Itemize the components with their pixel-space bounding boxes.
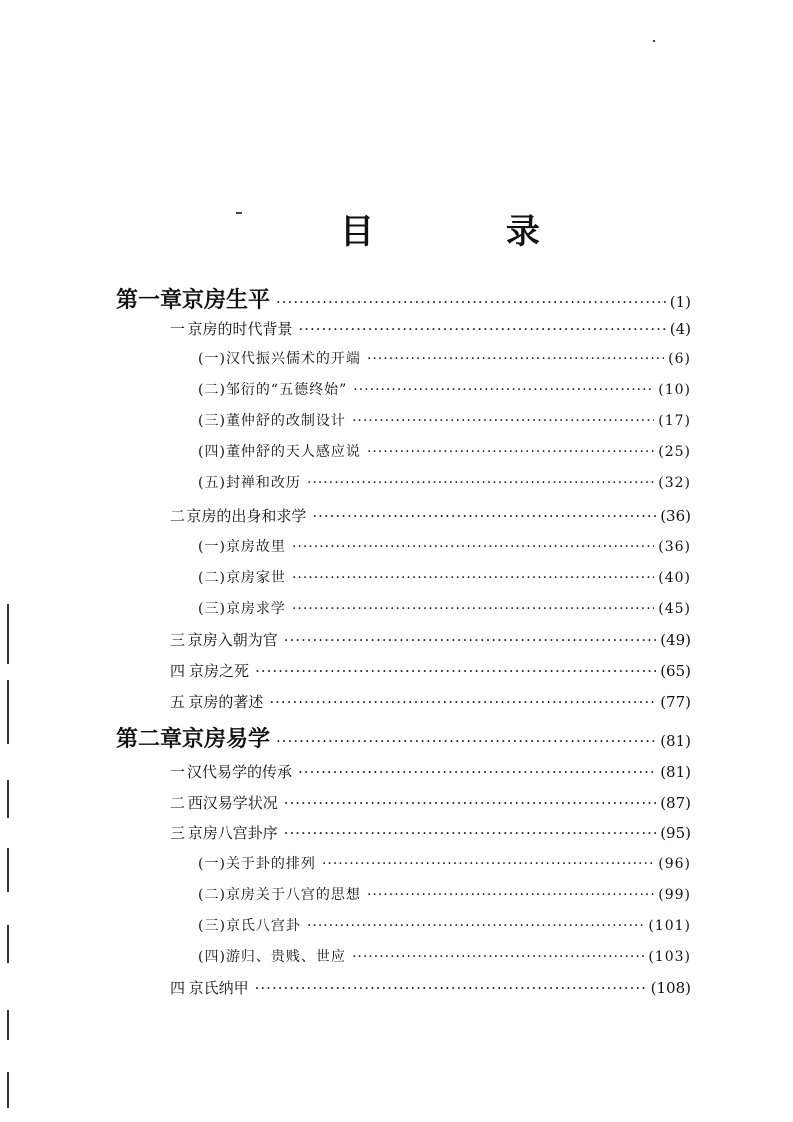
toc-section[interactable]: [170, 505, 691, 529]
section-number: 四: [170, 662, 186, 680]
margin-bar: [7, 604, 9, 664]
page-number: (77): [660, 693, 691, 711]
dot-leader: [284, 824, 657, 842]
scan-speck: [653, 40, 655, 42]
toc-section[interactable]: [170, 792, 691, 816]
subsection-title: 汉代振兴儒术的开端: [225, 351, 361, 367]
dot-leader: [298, 763, 656, 781]
toc-subsection[interactable]: [198, 884, 691, 908]
toc-subsection[interactable]: [198, 536, 691, 560]
page-number: (65): [660, 662, 691, 680]
dot-leader: [292, 539, 654, 555]
subsection-title: 封禅和改历: [225, 475, 301, 491]
page-number: (25): [658, 444, 691, 460]
toc-section[interactable]: [170, 691, 691, 715]
subsection-number: (一): [198, 856, 226, 872]
subsection-title: 京氏八宫卦: [225, 918, 301, 934]
page-number: (49): [660, 631, 691, 649]
toc-subsection[interactable]: [198, 598, 691, 622]
toc-subsection[interactable]: [198, 915, 691, 939]
subsection-title: 京房关于八宫的思想: [225, 887, 361, 903]
dot-leader: [276, 293, 666, 311]
subsection-number: (三): [198, 413, 226, 429]
chapter-title: 京房生平: [182, 287, 271, 313]
subsection-number: (四): [198, 949, 226, 965]
subsection-number: (二): [198, 570, 226, 586]
page-number: (96): [658, 856, 691, 872]
subsection-title: 董仲舒的天人感应说: [225, 444, 361, 460]
subsection-number: (三): [198, 918, 226, 934]
section-number: 二: [170, 794, 186, 812]
section-number: 三: [170, 824, 186, 842]
dot-leader: [298, 320, 665, 338]
page-number: (17): [658, 413, 691, 429]
subsection-title: 关于卦的排列: [225, 856, 316, 872]
chapter-number: 第一章: [116, 287, 183, 313]
page-number: (6): [668, 351, 691, 367]
dot-leader: [353, 382, 654, 398]
margin-bar: [7, 1072, 9, 1108]
toc-subsection[interactable]: [198, 567, 691, 591]
subsection-number: (五): [198, 475, 226, 491]
page-title: 目 录: [340, 212, 600, 252]
toc-section[interactable]: [170, 660, 691, 684]
toc-section[interactable]: [170, 822, 691, 846]
subsection-number: (四): [198, 444, 226, 460]
dot-leader: [367, 351, 664, 367]
page-number: (40): [658, 570, 691, 586]
page-number: (4): [669, 320, 691, 338]
toc-subsection[interactable]: [198, 472, 691, 496]
page-number: (81): [660, 732, 691, 750]
toc-subsection[interactable]: [198, 946, 691, 970]
page-number: (99): [658, 887, 691, 903]
page-number: (32): [658, 475, 691, 491]
page-number: (36): [658, 539, 691, 555]
section-title: 京房入朝为官: [187, 631, 278, 649]
page-number: (36): [660, 507, 691, 525]
margin-bar: [7, 848, 9, 892]
page-number: (45): [658, 601, 691, 617]
dot-leader: [312, 507, 656, 525]
section-number: 四: [170, 979, 186, 997]
section-title: 西汉易学状况: [187, 794, 278, 812]
section-title: 京房的出身和求学: [186, 507, 307, 525]
subsection-number: (一): [198, 351, 226, 367]
margin-bar: [7, 680, 9, 744]
toc-subsection[interactable]: [198, 379, 691, 403]
subsection-number: (三): [198, 601, 226, 617]
subsection-title: 京房家世: [225, 570, 286, 586]
dot-leader: [284, 631, 657, 649]
subsection-title: 邹衍的“五德终始”: [225, 382, 348, 398]
page-number: (103): [648, 949, 691, 965]
dot-leader: [292, 570, 654, 586]
page-number: (108): [650, 979, 691, 997]
section-number: 三: [170, 631, 186, 649]
toc-section[interactable]: [170, 977, 691, 1001]
page-number: (81): [660, 763, 691, 781]
dot-leader: [307, 918, 644, 934]
page-number: (95): [660, 824, 691, 842]
subsection-title: 董仲舒的改制设计: [225, 413, 346, 429]
section-title: 京房之死: [189, 662, 250, 680]
chapter-number: 第二章: [116, 726, 183, 752]
section-title: 汉代易学的传承: [187, 763, 293, 781]
page-number: (87): [660, 794, 691, 812]
section-title: 京房的著述: [188, 693, 264, 711]
toc-chapter-1[interactable]: [116, 283, 691, 313]
section-title: 京房八宫卦序: [187, 824, 278, 842]
section-title: 京氏纳甲: [188, 979, 249, 997]
toc-subsection[interactable]: [198, 441, 691, 465]
dot-leader: [284, 794, 657, 812]
section-number: 五: [170, 693, 186, 711]
toc-section[interactable]: [170, 629, 691, 653]
dot-leader: [255, 662, 656, 680]
dot-leader: [276, 732, 656, 750]
toc-chapter-2[interactable]: [116, 722, 691, 752]
page-number: (101): [648, 918, 691, 934]
toc-subsection[interactable]: [198, 410, 691, 434]
toc-subsection[interactable]: [198, 348, 691, 372]
subsection-title: 京房故里: [225, 539, 286, 555]
dot-leader: [352, 949, 644, 965]
subsection-number: (一): [198, 539, 226, 555]
section-title: 京房的时代背景: [187, 320, 293, 338]
page-number: (10): [658, 382, 691, 398]
page-number: (1): [669, 293, 691, 311]
section-number: 一: [170, 763, 186, 781]
chapter-title: 京房易学: [182, 726, 271, 752]
toc-section[interactable]: [170, 761, 691, 785]
toc-section[interactable]: [170, 318, 691, 342]
margin-bar: [7, 925, 9, 963]
toc-subsection[interactable]: [198, 853, 691, 877]
scan-speck: [236, 212, 242, 214]
dot-leader: [367, 887, 654, 903]
dot-leader: [292, 601, 654, 617]
dot-leader: [269, 693, 656, 711]
subsection-number: (二): [198, 382, 226, 398]
subsection-number: (二): [198, 887, 226, 903]
dot-leader: [322, 856, 654, 872]
section-number: 二: [170, 507, 186, 525]
dot-leader: [255, 979, 647, 997]
dot-leader: [307, 475, 654, 491]
subsection-title: 京房求学: [225, 601, 286, 617]
dot-leader: [367, 444, 654, 460]
subsection-title: 游归、贵贱、世应: [225, 949, 346, 965]
section-number: 一: [170, 320, 186, 338]
margin-bar: [7, 780, 9, 818]
margin-bar: [7, 1010, 9, 1040]
dot-leader: [352, 413, 654, 429]
